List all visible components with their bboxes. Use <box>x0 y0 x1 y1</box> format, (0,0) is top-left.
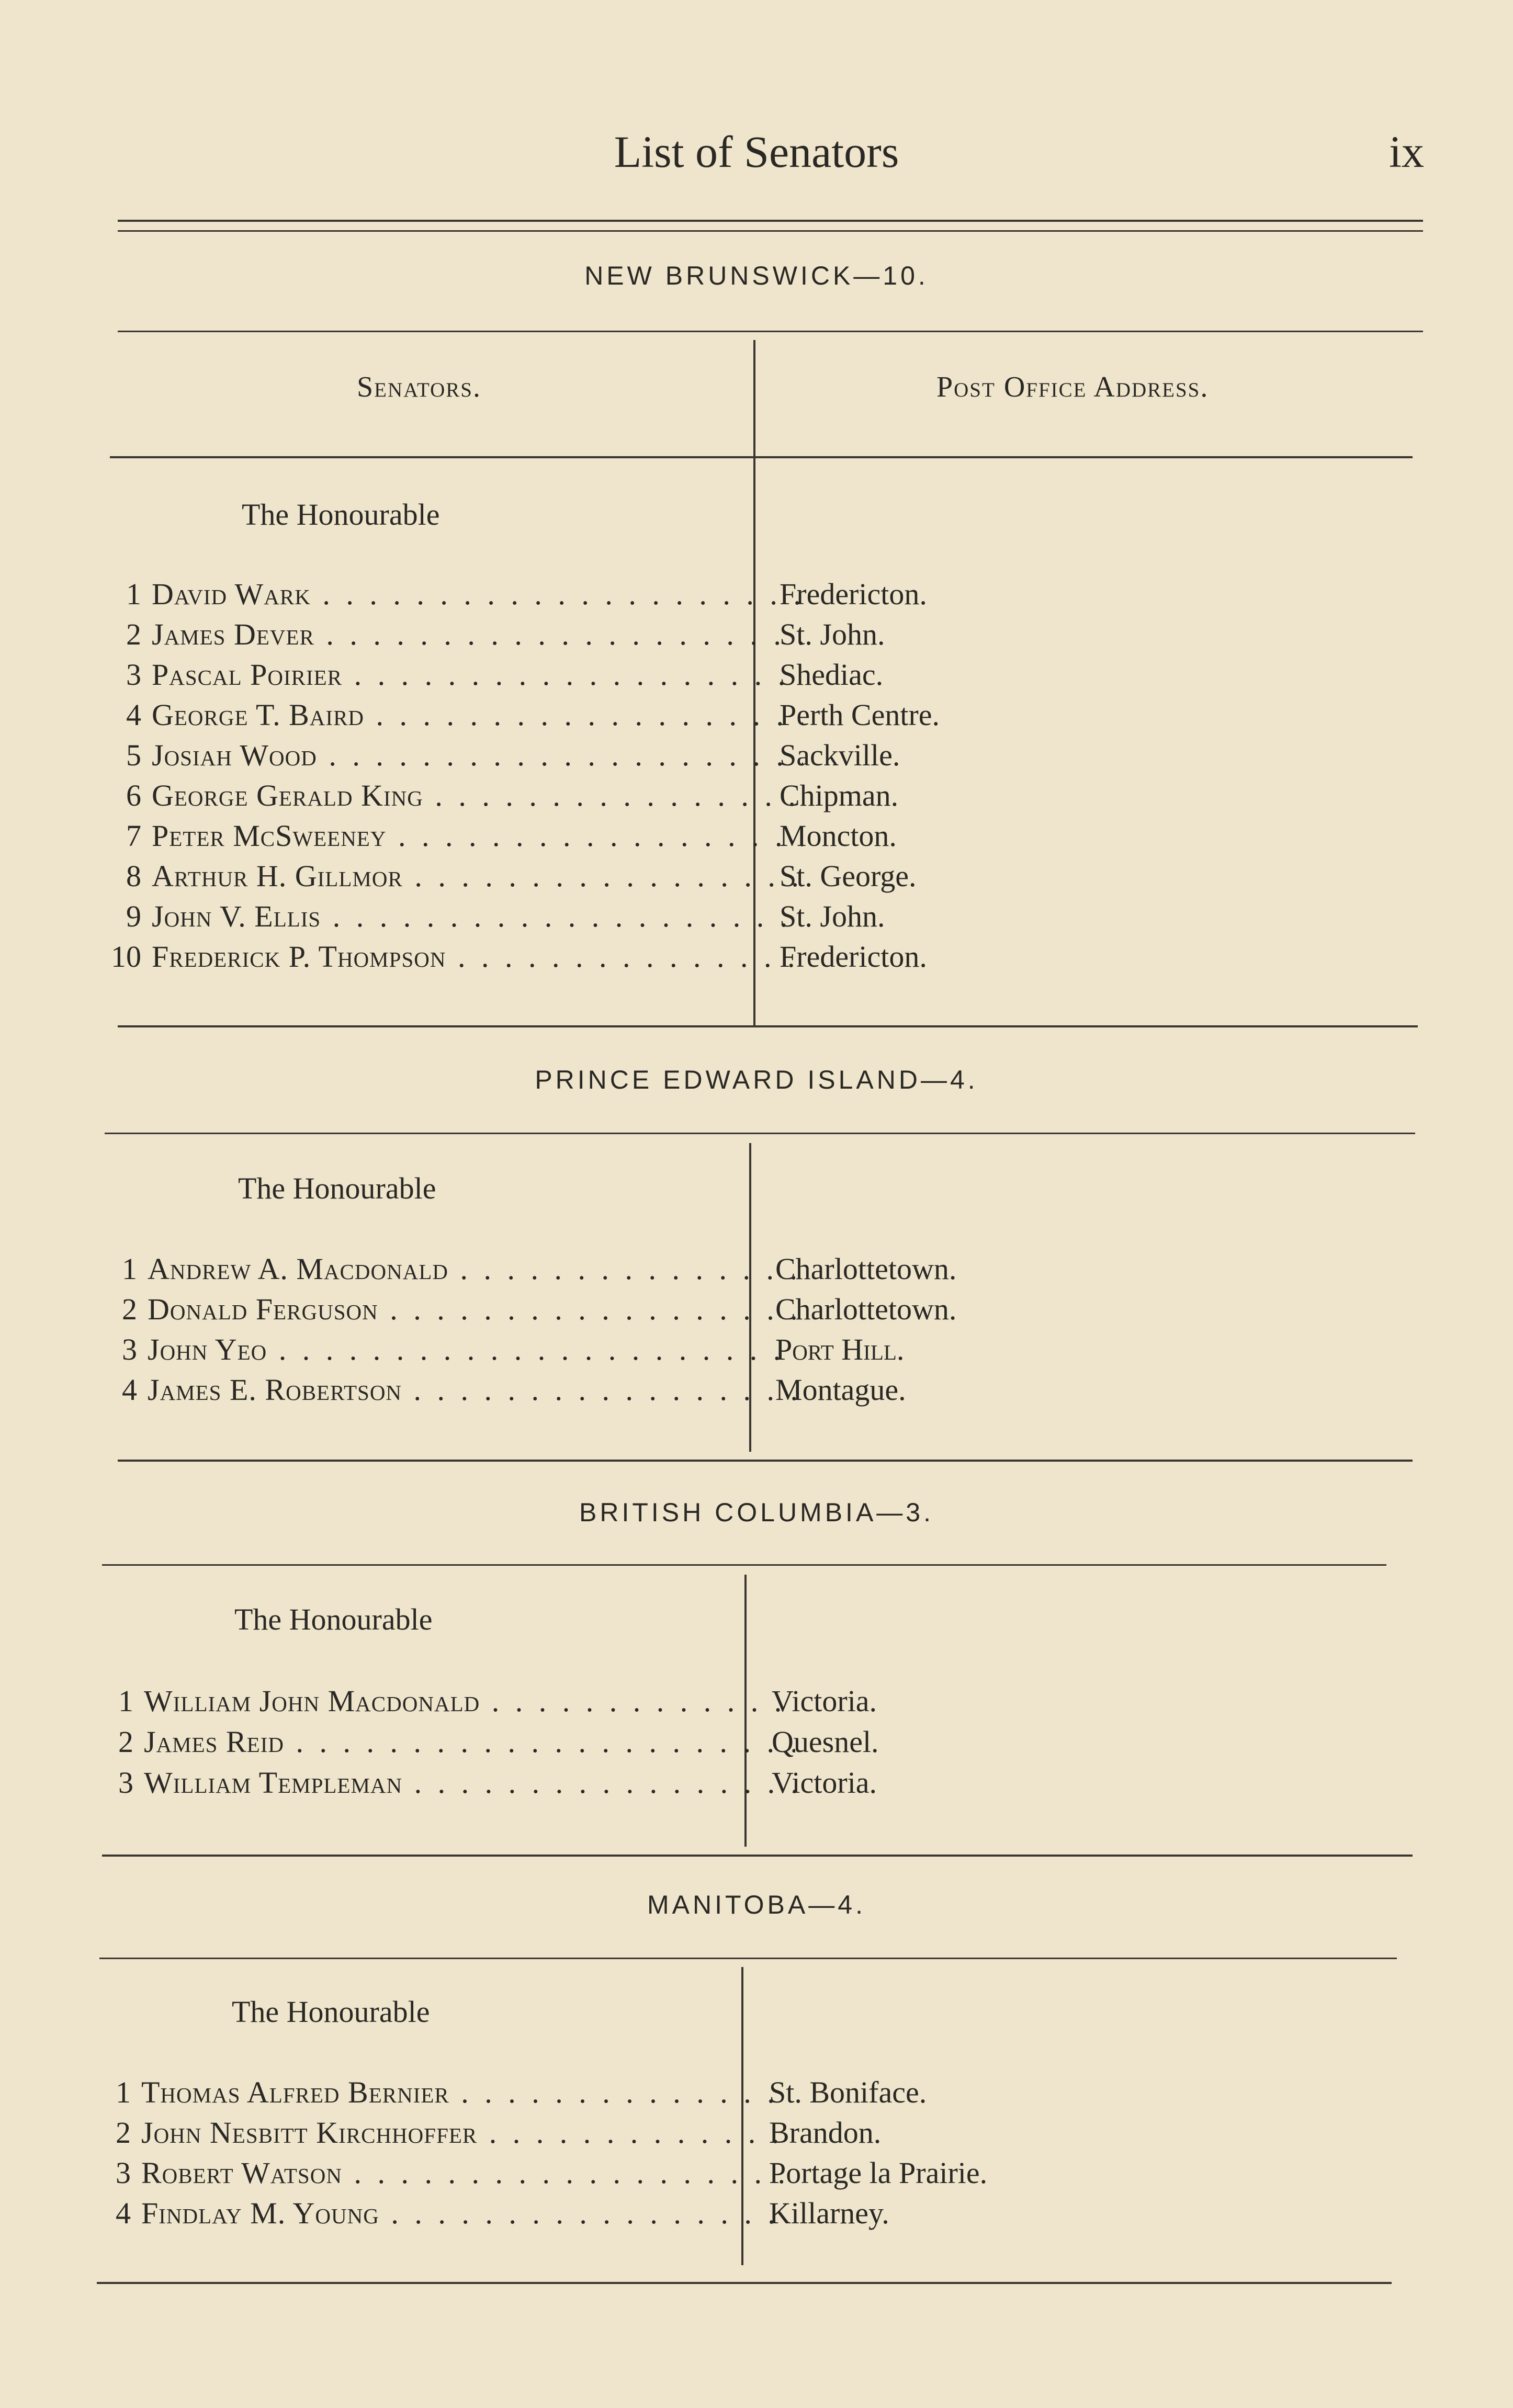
post-office-address: Sackville. <box>780 738 900 772</box>
post-office-address: St. John. <box>780 899 885 933</box>
honourable-label: The Honourable <box>242 498 440 532</box>
post-office-address: Shediac. <box>780 658 884 692</box>
senator-name: Arthur H. Gillmor . . . <box>152 858 803 894</box>
section-rule-bottom <box>102 1855 1413 1857</box>
senator-number: 2 <box>116 2116 131 2150</box>
post-office-address: Killarney. <box>769 2196 889 2230</box>
post-office-address: St. George. <box>780 859 917 893</box>
senator-name: John V. Ellis . . . <box>152 899 803 934</box>
senator-name: James E. Robertson . . . <box>148 1372 799 1407</box>
senator-number: 6 <box>126 778 141 812</box>
section-heading-british-columbia: BRITISH COLUMBIA—3. <box>579 1498 934 1527</box>
senator-number: 4 <box>116 2196 131 2230</box>
column-header-senators: Senators. <box>357 371 481 403</box>
senator-number: 4 <box>122 1373 137 1407</box>
senator-number: 10 <box>111 940 141 974</box>
post-office-address: Fredericton. <box>780 577 927 611</box>
senator-name: George Gerald King . . . <box>152 778 803 813</box>
post-office-address: Charlottetown. <box>775 1292 957 1326</box>
senator-name: Findlay M. Young . . . <box>141 2196 793 2231</box>
senator-number: 3 <box>118 1766 133 1800</box>
senator-number: 3 <box>122 1332 137 1366</box>
post-office-address: St. Boniface. <box>769 2075 927 2109</box>
section-heading-manitoba: MANITOBA—4. <box>647 1890 866 1919</box>
page-title: List of Senators <box>614 127 899 177</box>
senator-number: 1 <box>126 577 141 611</box>
section-rule-bottom <box>118 1025 1418 1027</box>
senator-name: David Wark . . . <box>152 576 803 612</box>
post-office-address: Quesnel. <box>772 1725 879 1759</box>
senator-number: 4 <box>126 698 141 732</box>
column-header-address: Post Office Address. <box>936 371 1209 403</box>
senator-name: George T. Baird . . . <box>152 697 803 732</box>
header-rule-bottom <box>118 230 1423 232</box>
post-office-address: St. John. <box>780 617 885 651</box>
senator-name: Josiah Wood . . . <box>152 738 803 773</box>
senator-name: Andrew A. Macdonald . . . <box>148 1251 799 1286</box>
senator-number: 9 <box>126 899 141 933</box>
post-office-address: Perth Centre. <box>780 698 940 732</box>
senator-name: John Nesbitt Kirchhoffer . . . <box>141 2115 793 2150</box>
senator-name: John Yeo . . . <box>148 1332 799 1367</box>
senator-number: 1 <box>118 1684 133 1718</box>
section-heading-new-brunswick: NEW BRUNSWICK—10. <box>584 261 929 290</box>
senator-name: Frederick P. Thompson . . . <box>152 939 803 974</box>
senator-number: 8 <box>126 859 141 893</box>
post-office-address: Victoria. <box>772 1766 877 1800</box>
senator-name: William John Macdonald . . . <box>144 1683 795 1719</box>
section-rule-top <box>102 1564 1386 1566</box>
honourable-label: The Honourable <box>234 1602 433 1636</box>
senator-number: 3 <box>126 658 141 692</box>
senator-number: 2 <box>126 617 141 651</box>
senator-name: James Reid . . . <box>144 1724 795 1759</box>
senator-name: Peter McSweeney . . . <box>152 818 803 853</box>
section-rule-top <box>105 1133 1415 1134</box>
post-office-address: Brandon. <box>769 2116 882 2150</box>
senator-number: 7 <box>126 819 141 853</box>
post-office-address: Charlottetown. <box>775 1252 957 1286</box>
page-bottom-rule <box>97 2282 1392 2284</box>
post-office-address: Moncton. <box>780 819 897 853</box>
senator-name: Robert Watson . . . <box>141 2155 793 2190</box>
post-office-address: Port Hill. <box>775 1332 905 1366</box>
senator-number: 5 <box>126 738 141 772</box>
senator-number: 1 <box>122 1252 137 1286</box>
post-office-address: Victoria. <box>772 1684 877 1718</box>
senator-name: James Dever . . . <box>152 617 803 652</box>
post-office-address: Portage la Prairie. <box>769 2156 988 2190</box>
senator-number: 2 <box>118 1725 133 1759</box>
post-office-address: Fredericton. <box>780 940 927 974</box>
page-number: ix <box>1389 127 1424 177</box>
section-rule-top <box>99 1958 1397 1959</box>
section-rule-top <box>118 331 1423 332</box>
section-rule-bottom <box>118 1460 1413 1462</box>
header-rule-top <box>118 220 1423 222</box>
senator-name: William Templeman . . . <box>144 1765 795 1800</box>
senator-name: Pascal Poirier . . . <box>152 657 803 692</box>
senator-name: Donald Ferguson . . . <box>148 1292 799 1327</box>
post-office-address: Chipman. <box>780 778 899 812</box>
senator-number: 2 <box>122 1292 137 1326</box>
honourable-label: The Honourable <box>238 1171 436 1205</box>
senator-name: Thomas Alfred Bernier . . . <box>141 2075 793 2110</box>
section-heading-prince-edward-island: PRINCE EDWARD ISLAND—4. <box>535 1065 978 1094</box>
honourable-label: The Honourable <box>232 1995 430 2029</box>
column-header-rule <box>110 456 1413 458</box>
senator-number: 3 <box>116 2156 131 2190</box>
senator-number: 1 <box>116 2075 131 2109</box>
post-office-address: Montague. <box>775 1373 906 1407</box>
